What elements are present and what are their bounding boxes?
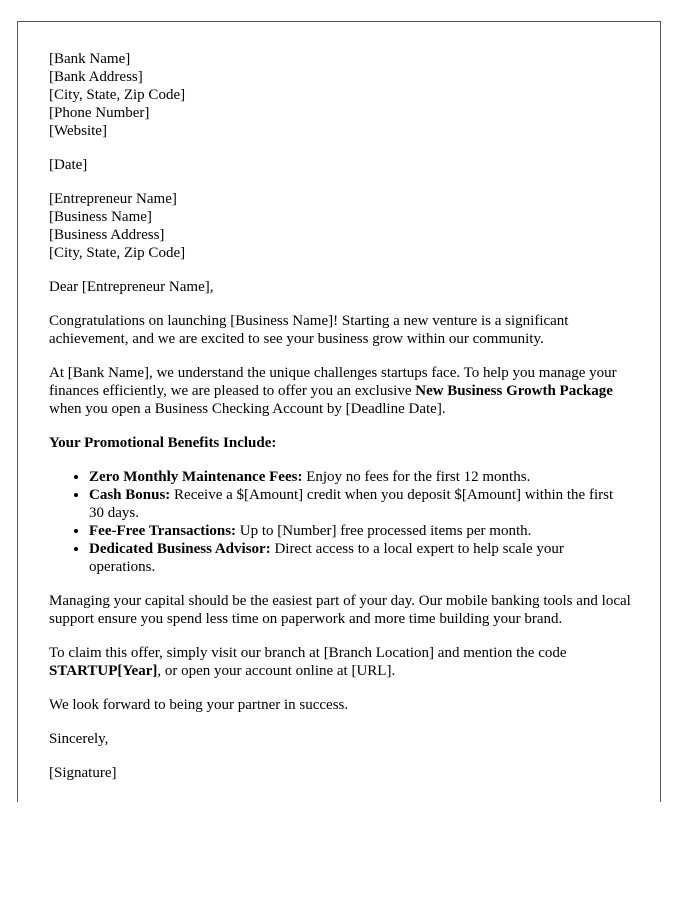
package-name: New Business Growth Package <box>415 383 613 399</box>
letter-body <box>49 50 631 798</box>
benefit-item <box>89 522 631 540</box>
sender-city-state-zip: [City, State, Zip Code] <box>49 87 186 103</box>
recipient-business-name: [Business Name] <box>49 209 152 225</box>
recipient-city-state-zip: [City, State, Zip Code] <box>49 245 186 261</box>
benefit-title: Cash Bonus: <box>89 487 171 503</box>
paragraph-claim-text-end: , or open your account online at [URL]. <box>157 663 396 679</box>
benefit-title: Fee-Free Transactions: <box>89 523 237 539</box>
benefit-text: Up to [Number] free processed items per month. <box>236 523 532 539</box>
sender-address-block <box>49 50 631 140</box>
sender-website: [Website] <box>49 123 107 139</box>
benefit-title: Zero Monthly Maintenance Fees: <box>89 469 303 485</box>
benefits-heading: Your Promotional Benefits Include: <box>49 435 277 451</box>
benefit-text: Enjoy no fees for the first 12 months. <box>302 469 531 485</box>
recipient-address-block <box>49 190 631 262</box>
paragraph-congratulations: Congratulations on launching [Business Name]! Starting a new venture is a significant achievement, and we are excited to see your business grow within our community. <box>49 313 569 347</box>
benefit-item <box>89 540 631 576</box>
paragraph-closing-remark: We look forward to being your partner in success. <box>49 697 349 713</box>
paragraph-capital: Managing your capital should be the easiest part of your day. Our mobile banking tools and local support ensure you spend less time on paperwork and more time building your brand. <box>49 593 631 627</box>
paragraph-claim-text: To claim this offer, simply visit our branch at [Branch Location] and mention the code <box>49 645 567 661</box>
benefit-title: Dedicated Business Advisor: <box>89 541 271 557</box>
sender-bank-address: [Bank Address] <box>49 69 143 85</box>
letter-page <box>17 21 661 802</box>
recipient-entrepreneur-name: [Entrepreneur Name] <box>49 191 177 207</box>
paragraph-claim <box>49 644 631 680</box>
signature: [Signature] <box>49 765 117 781</box>
paragraph-offer-text-end: when you open a Business Checking Account by [Deadline Date]. <box>49 401 446 417</box>
sender-phone: [Phone Number] <box>49 105 150 121</box>
letter-date: [Date] <box>49 157 88 173</box>
benefit-item <box>89 486 631 522</box>
recipient-business-address: [Business Address] <box>49 227 165 243</box>
benefit-item <box>89 468 631 486</box>
promo-code: STARTUP[Year] <box>49 663 158 679</box>
benefit-text: Receive a $[Amount] credit when you deposit $[Amount] within the first 30 days. <box>89 487 614 521</box>
benefits-list <box>49 468 631 576</box>
paragraph-offer <box>49 364 631 418</box>
paragraph-offer-text: At [Bank Name], we understand the unique challenges startups face. To help you manage your finances efficiently, we are pleased to offer you an exclusive <box>49 365 617 399</box>
benefit-text: Direct access to a local expert to help scale your operations. <box>89 541 564 575</box>
sender-bank-name: [Bank Name] <box>49 51 131 67</box>
salutation: Dear [Entrepreneur Name], <box>49 279 214 295</box>
closing: Sincerely, <box>49 731 109 747</box>
